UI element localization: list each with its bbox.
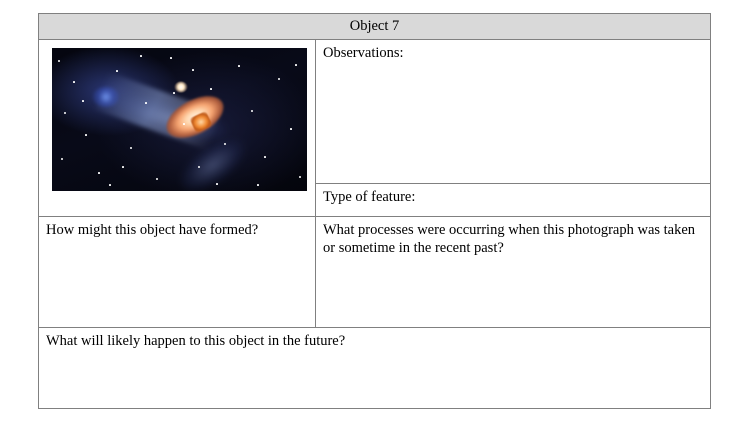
blue-knot [93,87,119,107]
processes-question-cell[interactable] [316,217,711,328]
image-padding [39,40,315,202]
future-question-label: What will likely happen to this object in the future? [46,333,346,350]
galaxy-photograph [52,48,307,191]
future-question-cell[interactable] [39,328,711,409]
formation-question-cell[interactable] [39,217,316,328]
object-image-cell [39,40,316,217]
observations-cell[interactable] [316,40,711,184]
table-row-future [39,328,711,409]
object-worksheet-table [38,13,711,409]
formation-question-label: How might this object have formed? [46,222,259,239]
type-of-feature-label: Type of feature: [323,189,416,206]
processes-question-label: What processes were occurring when this photograph was taken or sometime in the recent past? [323,222,696,257]
bright-star-knot [174,81,187,92]
type-of-feature-cell[interactable] [316,184,711,217]
table-row-questions [39,217,711,328]
worksheet-title: Object 7 [39,14,711,40]
observations-label: Observations: [323,45,404,62]
table-row-title [39,14,711,40]
table-row-image-observations [39,40,711,184]
